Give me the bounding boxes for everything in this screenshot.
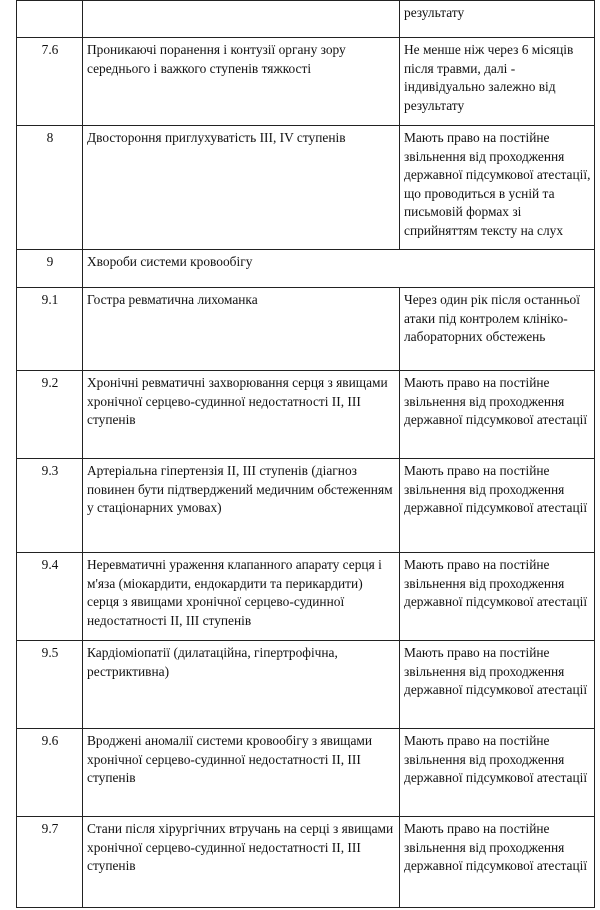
- term-cell: Не менше ніж через 6 місяців після травми, далі - індивідуально залежно від результату: [400, 38, 595, 126]
- disease-cell: Стани після хірургічних втручань на серці з явищами хронічної серцево-судинної недостатності II, III ступенів: [83, 817, 400, 908]
- table-row: [17, 126, 595, 250]
- table-row: [17, 729, 595, 817]
- disease-cell: Гостра ревматична лихоманка: [83, 288, 400, 371]
- term-cell: Мають право на постійне звільнення від проходження державної підсумкової атестації: [400, 459, 595, 553]
- row-number: 7.6: [17, 38, 83, 126]
- row-number: 8: [17, 126, 83, 250]
- disease-cell: Проникаючі поранення і контузії органу зору середнього і важкого ступенів тяжкості: [83, 38, 400, 126]
- term-cell: результату: [400, 1, 595, 38]
- table-row: [17, 371, 595, 459]
- row-number: 9.4: [17, 553, 83, 641]
- disease-cell: Хронічні ревматичні захворювання серця з явищами хронічної серцево-судинної недостатності II, III ступенів: [83, 371, 400, 459]
- term-cell: Мають право на постійне звільнення від проходження державної підсумкової атестації: [400, 817, 595, 908]
- table-row: [17, 250, 595, 288]
- table-row: [17, 641, 595, 729]
- row-number: 9: [17, 250, 83, 288]
- row-number: 9.2: [17, 371, 83, 459]
- row-number: 9.5: [17, 641, 83, 729]
- row-number: 9.6: [17, 729, 83, 817]
- row-number: 9.7: [17, 817, 83, 908]
- table-row: [17, 459, 595, 553]
- term-cell: Мають право на постійне звільнення від проходження державної підсумкової атестації: [400, 641, 595, 729]
- term-cell: Мають право на постійне звільнення від проходження державної підсумкової атестації: [400, 553, 595, 641]
- disease-cell: Двостороння приглухуватість III, IV ступенів: [83, 126, 400, 250]
- disease-table: [16, 0, 595, 908]
- term-cell: Через один рік після останньої атаки під контролем клініко-лабораторних обстежень: [400, 288, 595, 371]
- disease-cell: Артеріальна гіпертензія II, III ступенів (діагноз повинен бути підтверджений медичним обстеженням у стаціонарних умовах): [83, 459, 400, 553]
- disease-cell: [83, 1, 400, 38]
- table-row: [17, 38, 595, 126]
- disease-cell: Кардіоміопатії (дилатаційна, гіпертрофічна, рестриктивна): [83, 641, 400, 729]
- term-cell: Мають право на постійне звільнення від проходження державної підсумкової атестації: [400, 729, 595, 817]
- row-number: 9.3: [17, 459, 83, 553]
- row-number: [17, 1, 83, 38]
- disease-cell: Вроджені аномалії системи кровообігу з явищами хронічної серцево-судинної недостатності II, III ступенів: [83, 729, 400, 817]
- term-cell: Мають право на постійне звільнення від проходження державної підсумкової атестації: [400, 371, 595, 459]
- table-row: [17, 817, 595, 908]
- row-number: 9.1: [17, 288, 83, 371]
- table-row: [17, 1, 595, 38]
- section-heading: Хвороби системи кровообігу: [83, 250, 595, 288]
- term-cell: Мають право на постійне звільнення від проходження державної підсумкової атестації, що проводиться в усній та письмовій формах зі сприйняттям тексту на слух: [400, 126, 595, 250]
- table-row: [17, 553, 595, 641]
- disease-cell: Неревматичні ураження клапанного апарату серця і м'яза (міокардити, ендокардити та перикардити) серця з явищами хронічної серцево-судинної недостатності II, III ступенів: [83, 553, 400, 641]
- table-row: [17, 288, 595, 371]
